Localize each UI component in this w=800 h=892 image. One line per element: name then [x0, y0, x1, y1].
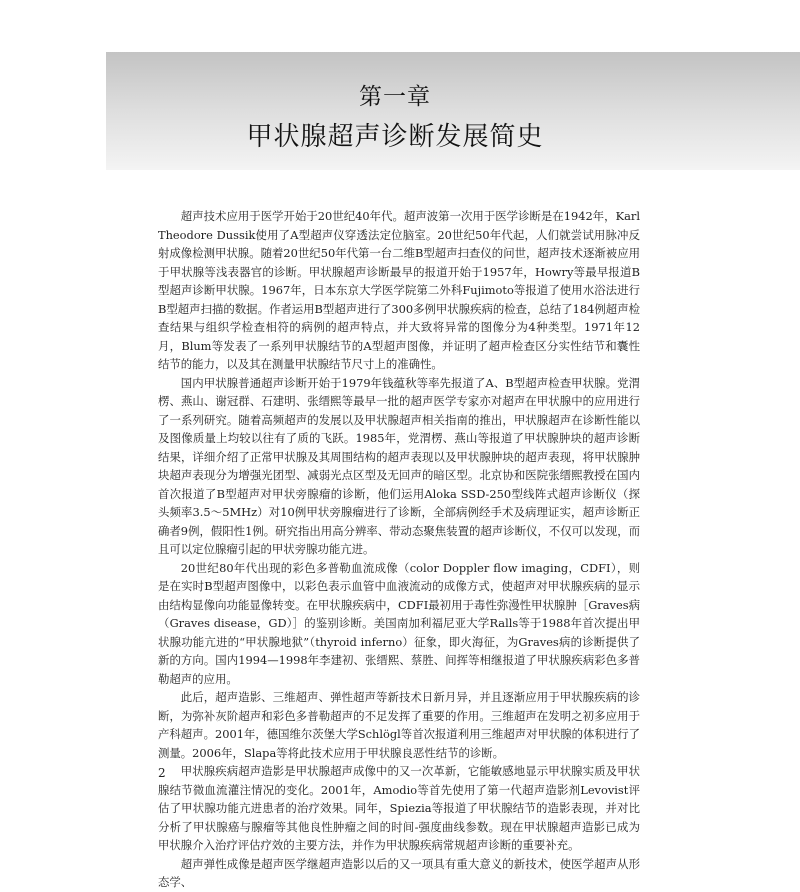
paragraph: 甲状腺疾病超声造影是甲状腺超声成像中的又一次革新，它能敏感地显示甲状腺实质及甲状腺结节微血流灌注情况的变化。2001年，Amodio等首先使用了第一代超声造影剂Levovist评估了甲状腺功能亢进患者的治疗效果。同年，Spiezia等报道了甲状腺结节的造影表现，并对比分析了甲状腺癌与腺瘤等其他良性肿瘤之间的时间-强度曲线参数。现在甲状腺超声造影已成为甲状腺介入治疗评估疗效的主要方法，并作为甲状腺疾病常规超声诊断的重要补充。	[158, 764, 640, 852]
paragraph: 20世纪80年代出现的彩色多普勒血流成像（color Doppler flow imaging，CDFI），则是在实时B型超声图像中，以彩色表示血管中血液流动的成像方式，使超声对甲状腺疾病的显示由结构显像向功能显像转变。在甲状腺疾病中，CDFI最初用于毒性弥漫性甲状腺肿［Graves病（Graves disease，GD）］的鉴别诊断。美国南加利福尼亚大学Ralls等于1988年首次提出甲状腺功能亢进的“甲状腺地狱”（thyroid inferno）征象，即火海征，为Graves病的诊断提供了新的方向。国内1994—1998年李建初、张缙熙、蔡胜、间挥等相继报道了甲状腺疾病彩色多普勒超声的应用。	[158, 560, 640, 686]
paragraph: 超声技术应用于医学开始于20世纪40年代。超声波第一次用于医学诊断是在1942年，Karl Theodore Dussik使用了A型超声仪穿透法定位脑室。20世纪50年代起，人们就尝试用脉冲反射成像检测甲状腺。随着20世纪50年代第一台二维B型超声扫查仪的问世，超声技术逐渐被应用于甲状腺等浅表器官的诊断。甲状腺超声诊断最早的报道开始于1957年，Howry等最早报道B型超声诊断甲状腺。1967年，日本东京大学医学院第二外科Fujimoto等报道了使用水浴法进行B型超声扫描的数据。作者运用B型超声进行了300多例甲状腺疾病的检查，总结了184例超声检查结果与组织学检查相符的病例的超声特点，并大致将异常的图像分为4种类型。1971年12月，Blum等发表了一系列甲状腺结节的A型超声图像，并证明了超声检查区分实性结节和囊性结节的能力，以及其在测量甲状腺结节尺寸上的准确性。	[158, 209, 640, 371]
paragraph: 此后，超声造影、三维超声、弹性超声等新技术日新月异，并且逐渐应用于甲状腺疾病的诊断，为弥补灰阶超声和彩色多普勒超声的不足发挥了重要的作用。三维超声在发明之初多应用于产科超声。2001年，德国维尔茨堡大学Schlögl等首次报道利用三维超声对甲状腺的体积进行了测量。2006年，Slapa等将此技术应用于甲状腺良恶性结节的诊断。	[158, 690, 641, 760]
paragraph: 国内甲状腺普通超声诊断开始于1979年钱蕴秋等率先报道了A、B型超声检查甲状腺。党渭楞、燕山、谢冠群、石建明、张缙熙等最早一批的超声医学专家亦对超声在甲状腺中的应用进行了一系列研究。随着高频超声的发展以及甲状腺超声相关指南的推出，甲状腺超声在诊断性能以及图像质量上均较以往有了质的飞跃。1985年，党渭楞、燕山等报道了甲状腺肿块的超声诊断结果，详细介绍了正常甲状腺及其周围结构的超声表现以及甲状腺肿块的超声表现，将甲状腺肿块超声表现分为增强光团型、减弱光点区型及无回声的暗区型。北京协和医院张缙熙教授在国内首次报道了B型超声对甲状旁腺瘤的诊断，他们运用Aloka SSD-250型线阵式超声诊断仪（探头频率3.5～5MHz）对10例甲状旁腺瘤进行了诊断，全部病例经手术及病理证实，超声诊断正确者9例，假阳性1例。研究指出用高分辨率、带动态聚焦装置的超声诊断仪，不仅可以发现，而且可以定位腺瘤引起的甲状旁腺功能亢进。	[158, 375, 640, 556]
chapter-title: 甲状腺超声诊断发展简史	[246, 122, 544, 152]
page-number: 2	[158, 766, 166, 780]
body-text	[158, 207, 640, 892]
paragraph: 超声弹性成像是超声医学继超声造影以后的又一项具有重大意义的新技术，使医学超声从形态学、	[158, 856, 640, 889]
chapter-number: 第一章	[359, 84, 431, 110]
